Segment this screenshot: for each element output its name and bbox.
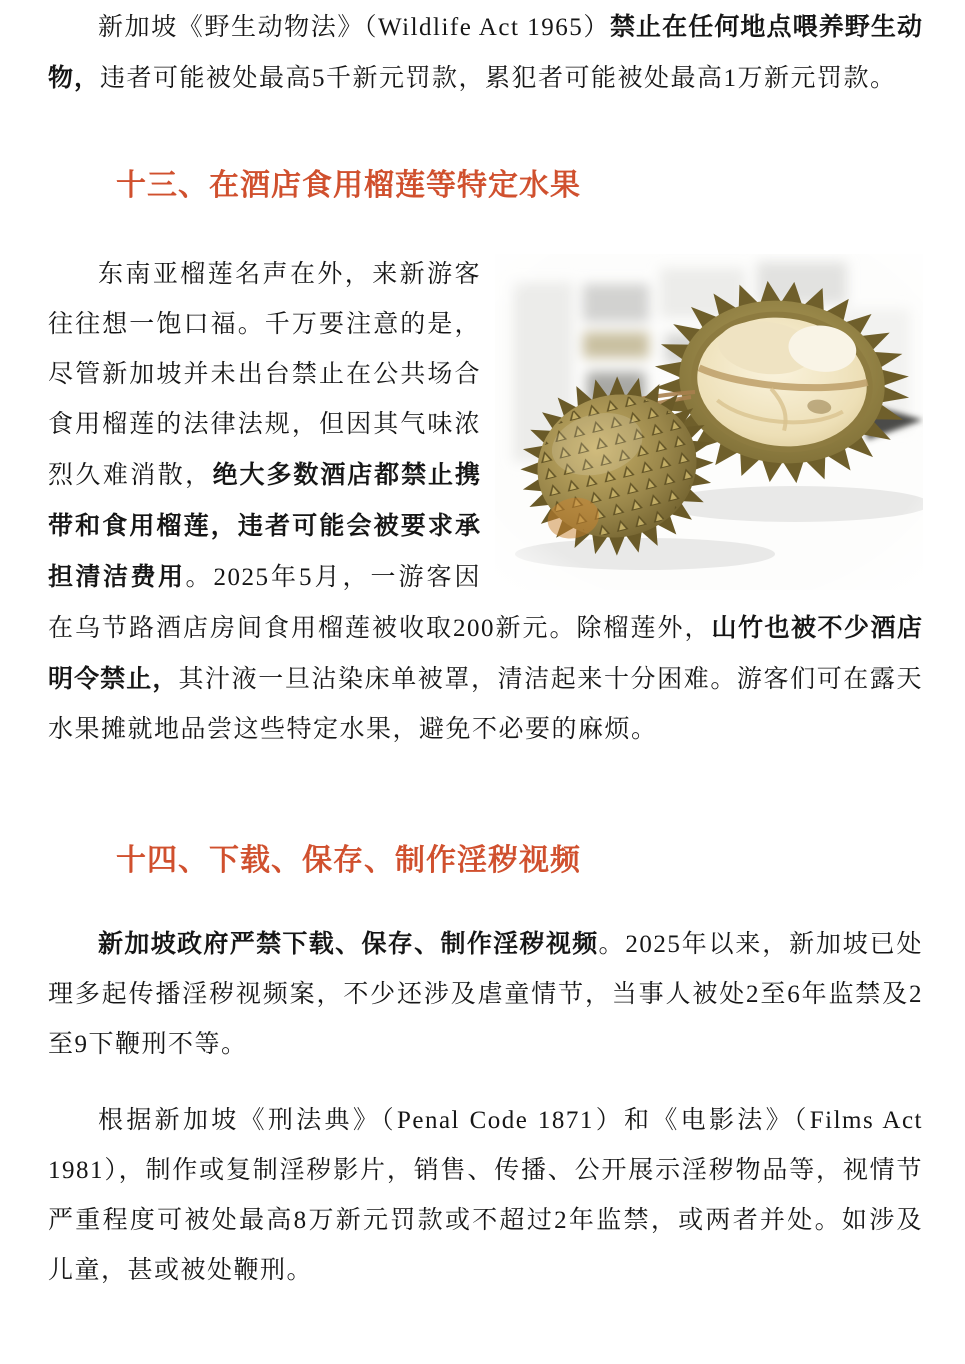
section-heading-14: 十四、下载、保存、制作淫秽视频 xyxy=(116,844,581,877)
text-segment: 。2025年以来，新加坡已处理多起传播淫秽视频案，不少还涉及虐童情节，当事人被处2至6年监禁及2至9下鞭刑不等。 xyxy=(48,931,923,1058)
section-heading-13: 十三、在酒店食用榴莲等特定水果 xyxy=(116,169,581,202)
text-segment: 其汁液一旦沾染床单被罩，清洁起来十分困难。游客们可在露天水果摊就地品尝这些特定水果，避免不必要的麻烦。 xyxy=(48,666,923,743)
text-segment: 根据新加坡《刑法典》（Penal Code 1871）和《电影法》（Films Act 1981），制作或复制淫秽影片，销售、传播、公开展示淫秽物品等，视情节严重程度可被处最高8万新元罚款或不超过2年监禁，或两者并处。如涉及儿童，甚或被处鞭刑。 xyxy=(48,1107,923,1284)
paragraph-penal-code xyxy=(48,1096,923,1296)
paragraph-wildlife-act xyxy=(48,2,923,104)
text-segment-bold: 新加坡政府严禁下载、保存、制作淫秽视频 xyxy=(98,930,599,958)
text-segment-bold: 绝大多数酒店都禁止携带和食用榴莲，违者可能会被要求承担清洁费用 xyxy=(48,461,481,591)
text-segment-bold: 山竹也被不少酒店明令禁止， xyxy=(48,614,923,693)
durian-photo xyxy=(495,254,923,590)
paragraph-durian-rule xyxy=(48,250,923,755)
text-segment: 。2025年5月，一游客因在乌节路酒店房间食用榴莲被收取200新元。除榴莲外， xyxy=(48,564,712,642)
text-segment: 违者可能被处最高5千新元罚款，累犯者可能被处最高1万新元罚款。 xyxy=(100,65,897,92)
white-vignette xyxy=(495,254,923,590)
text-segment: 东南亚榴莲名声在外，来新游客往往想一饱口福。千万要注意的是，尽管新加坡并未出台禁止在公共场合食用榴莲的法律法规，但因其气味浓烈久难消散， xyxy=(48,261,481,489)
durian-photo-illustration xyxy=(495,254,923,590)
text-segment: 新加坡《野生动物法》（Wildlife Act 1965） xyxy=(98,14,610,41)
text-segment-bold: 禁止在任何地点喂养野生动物， xyxy=(48,13,923,92)
paragraph-porn-video-ban xyxy=(48,919,923,1070)
